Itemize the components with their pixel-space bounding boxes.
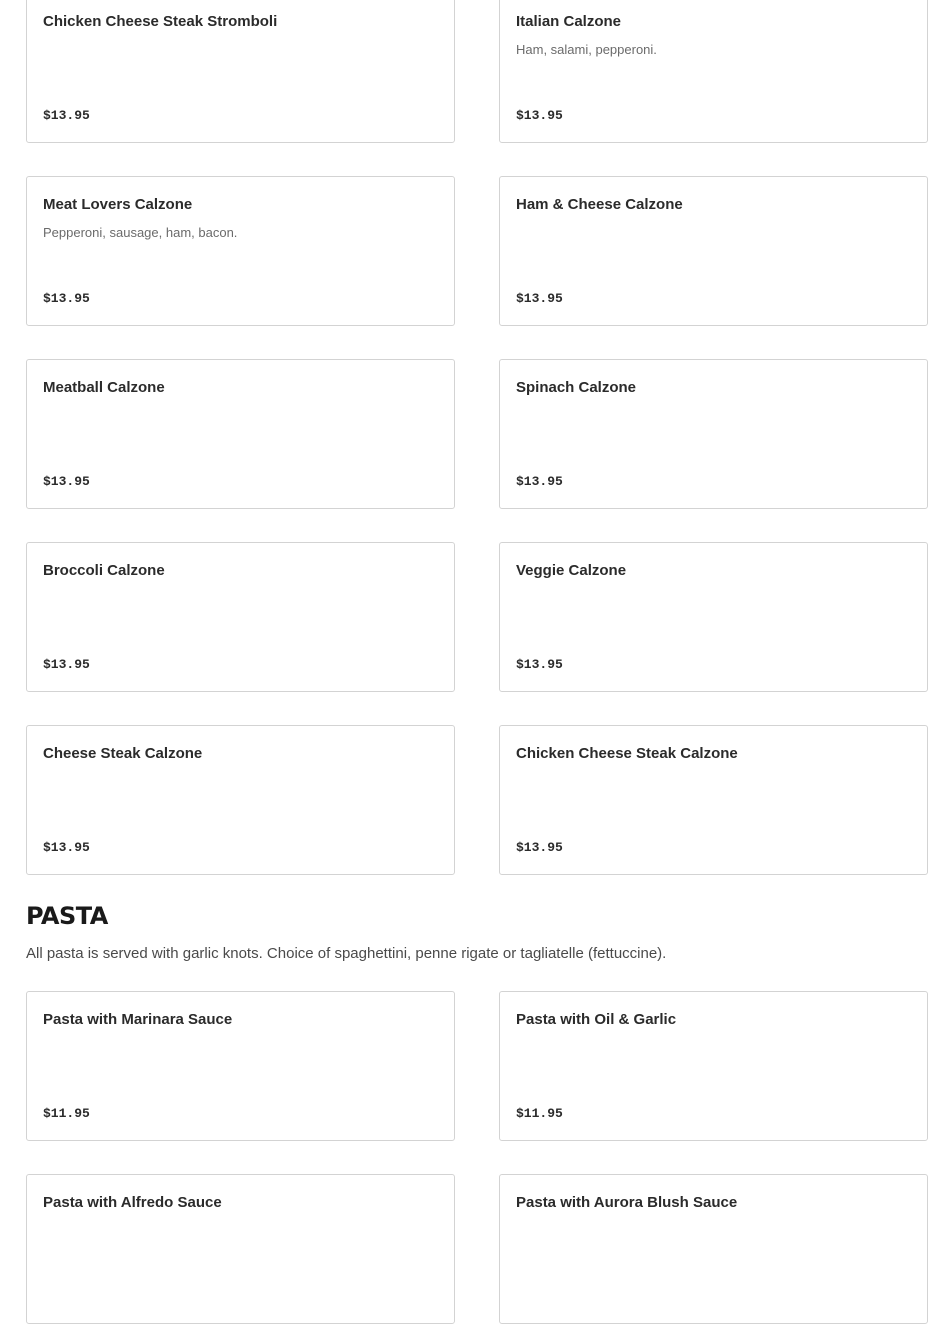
menu-item-name: Veggie Calzone xyxy=(516,562,627,579)
menu-item-price: $13.95 xyxy=(516,474,563,489)
menu-item-price: $11.95 xyxy=(516,1106,563,1121)
menu-item-price: $13.95 xyxy=(43,108,90,123)
menu-item-card[interactable] xyxy=(26,1174,455,1324)
menu-item-card[interactable] xyxy=(26,176,455,326)
menu-item-description: Ham, salami, pepperoni. xyxy=(516,42,657,57)
menu-item-name: Italian Calzone xyxy=(516,13,622,30)
menu-item-name: Ham & Cheese Calzone xyxy=(516,196,683,213)
menu-item-card[interactable] xyxy=(499,176,928,326)
calzone-item-grid xyxy=(26,0,928,875)
menu-item-price: $13.95 xyxy=(43,474,90,489)
menu-item-card[interactable] xyxy=(499,542,928,692)
menu-item-card[interactable] xyxy=(26,991,455,1141)
menu-item-price: $13.95 xyxy=(516,657,563,672)
menu-item-name: Pasta with Alfredo Sauce xyxy=(43,1194,222,1211)
pasta-item-grid xyxy=(26,991,928,1324)
menu-item-name: Meatball Calzone xyxy=(43,379,165,396)
menu-item-card[interactable] xyxy=(26,542,455,692)
menu-item-price: $13.95 xyxy=(516,291,563,306)
menu-item-name: Meat Lovers Calzone xyxy=(43,196,193,213)
menu-item-card[interactable] xyxy=(499,0,928,143)
menu-item-name: Chicken Cheese Steak Calzone xyxy=(516,745,738,762)
menu-item-name: Chicken Cheese Steak Stromboli xyxy=(43,13,278,30)
menu-item-card[interactable] xyxy=(499,359,928,509)
menu-item-card[interactable] xyxy=(499,991,928,1141)
menu-item-card[interactable] xyxy=(26,725,455,875)
menu-item-name: Cheese Steak Calzone xyxy=(43,745,203,762)
menu-item-price: $13.95 xyxy=(43,291,90,306)
menu-item-name: Pasta with Oil & Garlic xyxy=(516,1011,677,1028)
menu-item-price: $11.95 xyxy=(43,1106,90,1121)
menu-item-name: Broccoli Calzone xyxy=(43,562,165,579)
section-description-pasta: All pasta is served with garlic knots. Choice of spaghettini, penne rigate or tagliatelle (fettuccine). xyxy=(26,945,667,962)
menu-item-price: $13.95 xyxy=(516,108,563,123)
menu-item-description: Pepperoni, sausage, ham, bacon. xyxy=(43,225,238,240)
menu-item-name: Pasta with Aurora Blush Sauce xyxy=(516,1194,738,1211)
menu-item-card[interactable] xyxy=(26,359,455,509)
menu-item-price: $13.95 xyxy=(43,840,90,855)
menu-item-card[interactable] xyxy=(499,725,928,875)
menu-item-name: Spinach Calzone xyxy=(516,379,637,396)
section-title-pasta: PASTA xyxy=(26,902,108,930)
menu-item-card[interactable] xyxy=(26,0,455,143)
menu-item-price: $13.95 xyxy=(43,657,90,672)
menu-item-price: $13.95 xyxy=(516,840,563,855)
menu-item-card[interactable] xyxy=(499,1174,928,1324)
menu-item-name: Pasta with Marinara Sauce xyxy=(43,1011,233,1028)
